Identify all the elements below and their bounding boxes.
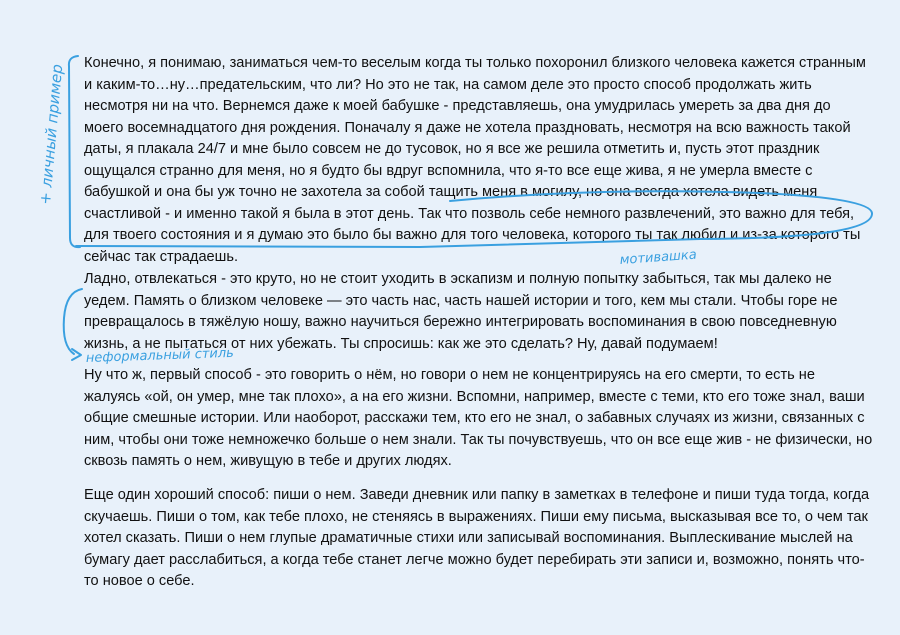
arrow-head-icon — [72, 349, 81, 360]
note-motivating: мотивашка — [619, 247, 698, 268]
note-personal-example: + личный пример — [36, 63, 67, 206]
paragraph-4: Еще один хороший способ: пиши о нем. Заведи дневник или папку в заметках в телефоне и пиши туда тогда, когда скучаешь. Пиши о том, как тебе плохо, не стеняясь в выражениях. Пиши ему письма, высказывая все то, о чем так хотел сказать. Пиши о нем глупые драматичные стихи или записывай воспоминания. Выплескивание мыслей на бумагу дает расслабиться, а когда тебе станет легче можно будет перебирать эти записи и, возможно, понять что-то новое о себе. — [84, 487, 870, 589]
bracket-paragraph-1 — [69, 56, 80, 247]
paragraph-2: Ладно, отвлекаться - это круто, но не стоит уходить в эскапизм и полную попытку забыться, так мы далеко не уедем. Память о близком человеке — это часть нас, часть нашей истории и того, кем мы стали. Чтобы горе не превращалось в тяжёлую ношу, важно научиться бережно интегрировать воспоминания в свою повседневную жизнь, а не пытаться от них убежать. Ты спросишь: как же это сделать? Ну, давай подумаем! — [84, 271, 838, 352]
paragraph-3: Ну что ж, первый способ - это говорить о нём, но говори о нем не концентрируясь на его смерти, то есть не жалуясь «ой, он умер, мне так плохо», а на его жизни. Вспомни, например, вместе с теми, кто его тоже знал, ваши общие смешные истории. Или наоборот, расскажи тем, кто его не знал, о забавных случаях из жизни, связанных с ним, чтобы они тоже немножечко больше о нем знали. Так ты почувствуешь, что он все еще жив - не физически, но сквозь память о нем, живущую в тебе и других людях. — [84, 367, 873, 469]
note-informal-style: неформальный стиль — [85, 345, 235, 366]
paragraph-1: Конечно, я понимаю, заниматься чем-то веселым когда ты только похоронил близкого человека кажется странным и каким-то…ну…предательским, что ли? Но это не так, на самом деле это просто способ продолжать жить несмотря ни на что. Вернемся даже к моей бабушке - представляешь, она умудрилась умереть за два дня до моего восемнадцатого дня рождения. Поначалу я даже не хотела праздновать, несмотря на всю важность такой даты, я плакала 24/7 и мне было совсем не до тусовок, но я все же решила отметить и, пусть этот праздник ощущался странно для меня, но я будто бы вдруг вспомнила, что я-то все еще жива, я не умерла вместе с бабушкой и она бы уж точно не захотела за собой тащить меня в могилу, но она всегда хотела видеть меня счастливой - и именно такой я была в этот день. Так что позволь себе немного развлечений, это важно для тебя, для твоего состояния и я думаю это было бы важно для того человека, которого ты так любил и из-за которого ты сейчас так страдаешь. — [84, 55, 866, 265]
bracket-paragraph-2 — [64, 289, 82, 354]
